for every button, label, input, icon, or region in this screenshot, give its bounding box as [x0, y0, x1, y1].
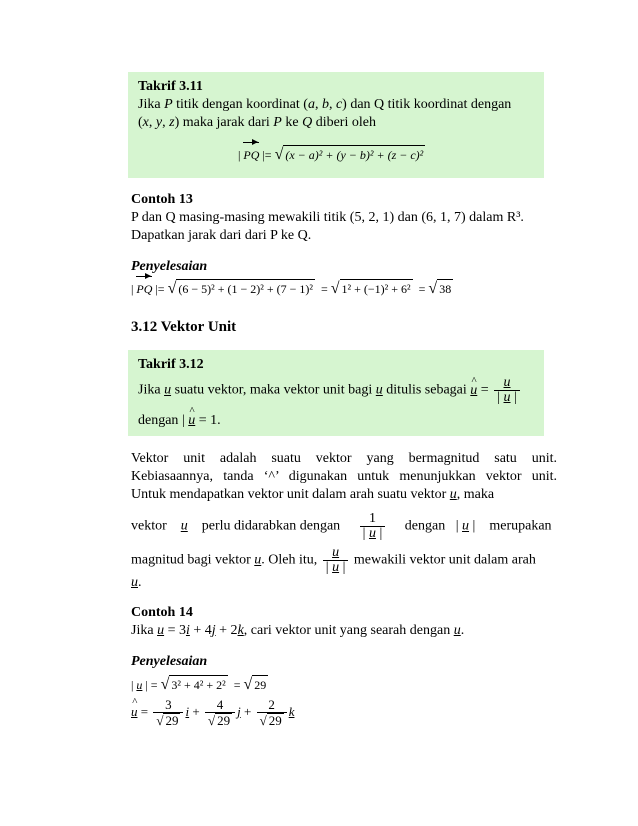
paragraph-line-6: u.: [131, 575, 142, 590]
example-13-title: Contoh 13: [131, 192, 193, 207]
definition-box-3-11: [128, 72, 544, 178]
example-13-line-2: Dapatkan jarak dari dari P ke Q.: [131, 228, 312, 243]
definition-title: Takrif 3.11: [138, 79, 203, 94]
solution-1-title: Penyelesaian: [131, 259, 208, 274]
example-13-line-1: P dan Q masing-masing mewakili titik (5, 2, 1) dan (6, 1, 7) dalam R³.: [131, 210, 524, 225]
paragraph-line-2: Kebiasaannya, tanda ‘^’ digunakan untuk menunjukkan vektor unit.: [131, 469, 557, 484]
solution-2-title: Penyelesaian: [131, 654, 208, 669]
definition-box-3-12: [128, 350, 544, 436]
definition-title: Takrif 3.12: [138, 357, 204, 372]
definition-line-1: Jika u suatu vektor, maka vektor unit bagi u ditulis sebagai ^ u = $\frac{u}{| u |}$: [138, 376, 522, 405]
paragraph-line-5: magnitud bagi vektor u. Oleh itu, $\frac{u}{| u |}$ mewakili vektor unit dalam arah: [131, 545, 536, 575]
definition-line-2: dengan | ^ u = 1.: [138, 412, 221, 430]
example-14-title: Contoh 14: [131, 605, 193, 620]
paragraph-line-1: Vektor unit adalah suatu vektor yang bermagnitud satu unit.: [131, 451, 557, 466]
paragraph-line-4: vektor u perlu didarabkan dengan $\frac{1}{| u |}$ dengan | u | merupakan: [131, 511, 552, 541]
definition-line-1: Jika P titik dengan koordinat (a, b, c) dan Q titik koordinat dengan: [138, 97, 512, 112]
definition-line-2: (x, y, z) maka jarak dari P ke Q diberi oleh: [138, 115, 376, 130]
distance-formula: | PQ |= √ (x − a)² + (y − b)² + (z − c)²: [238, 146, 424, 163]
solution-2-magnitude: | u | = √ 3² + 4² + 2² = √ 29: [131, 676, 267, 693]
example-14-text: Jika u = 3i + 4j + 2k, cari vektor unit yang searah dengan u.: [131, 623, 465, 638]
solution-2-unit-vector: ^ u = $\frac{3}{√ 29}$ i + $\frac{4}{√ 29}$ j + $\frac{2}{√ 29}$ k: [131, 698, 294, 728]
section-heading: 3.12 Vektor Unit: [131, 319, 237, 335]
paragraph-line-3: Untuk mendapatkan vektor unit dalam arah suatu vektor u, maka: [131, 487, 495, 502]
solution-1-formula: | PQ |= √ (6 − 5)² + (1 − 2)² + (7 − 1)² = √ 1² + (−1)² + 6² = √ 38: [131, 280, 452, 297]
